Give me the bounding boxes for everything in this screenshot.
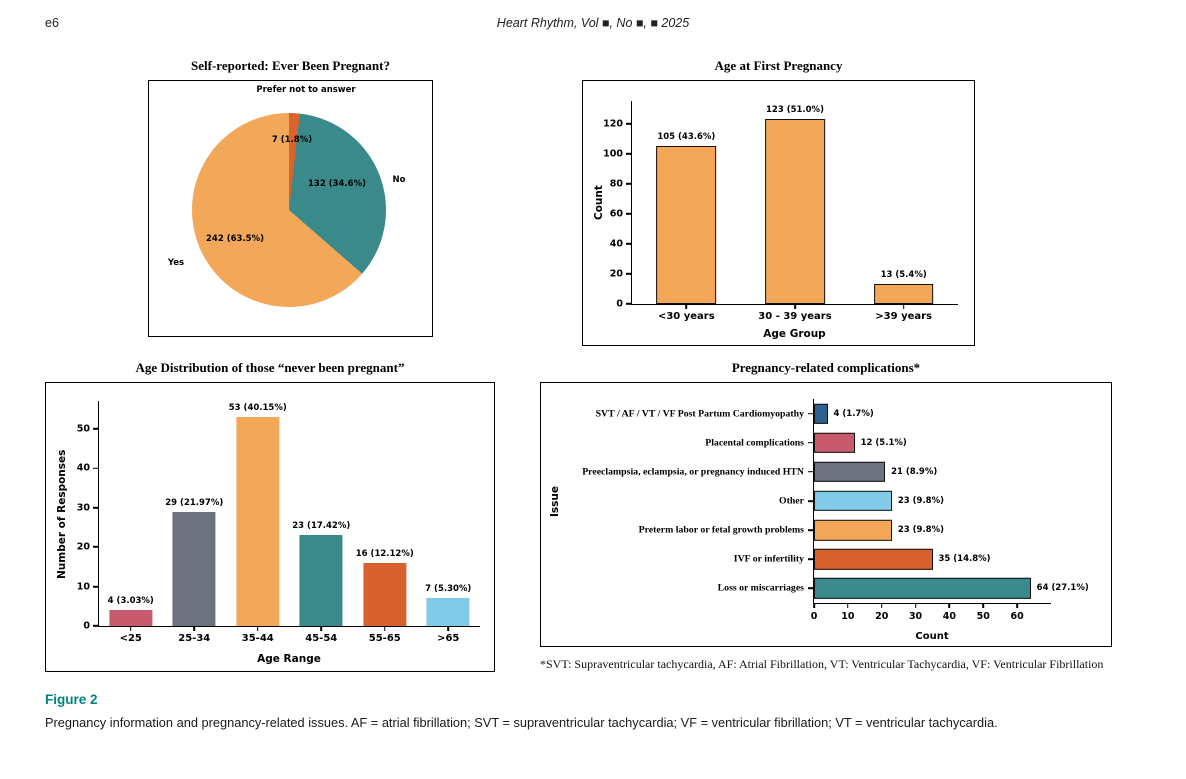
bar-value-label: 12 (5.1%) [860, 437, 907, 448]
bar-value-label: 23 (17.42%) [292, 521, 351, 532]
y-tick-label: 0 [83, 620, 90, 632]
x-tick-mark [686, 304, 688, 309]
x-tick-mark [257, 626, 259, 631]
x-tick-mark [813, 603, 815, 608]
chart-title: Pregnancy-related complications* [731, 360, 921, 375]
bar [814, 520, 892, 540]
x-axis-label: Count [915, 631, 949, 642]
chart-frame [148, 80, 433, 337]
bar-value-label: 13 (5.4%) [880, 270, 927, 281]
bar-category-label: Preterm labor or fetal growth problems [638, 524, 804, 536]
horizontal-bar-chart [541, 383, 1111, 646]
y-tick-label: 50 [76, 423, 90, 435]
x-category-label: >65 [437, 633, 460, 644]
panel-age-first-pregnancy [582, 58, 975, 346]
y-tick-label: 20 [609, 268, 623, 280]
chart-footnote: *SVT: Supraventricular tachycardia, AF: Atrial Fibrillation, VT: Ventricular Tachycardia, VF: Ventricular Fibrillation [540, 657, 1104, 671]
bar [363, 563, 406, 626]
bar-value-label: 7 (5.30%) [425, 584, 472, 595]
bar-value-label: 53 (40.15%) [228, 402, 287, 413]
x-tick-mark [881, 603, 883, 608]
bar-value-label: 123 (51.0%) [766, 105, 824, 116]
chart-frame [582, 80, 975, 346]
x-tick-label: 10 [841, 611, 855, 622]
figure-caption [45, 692, 1153, 731]
page-header [0, 16, 1186, 30]
journal-citation: Heart Rhythm, Vol ■, No ■, ■ 2025 [496, 16, 690, 30]
y-tick-label: 0 [616, 298, 623, 310]
bar-value-label: 29 (21.97%) [165, 497, 224, 508]
panel-age-distribution-never-pregnant [45, 360, 495, 672]
bar-row [638, 516, 1051, 545]
x-category-label: <30 years [657, 311, 715, 322]
x-tick-mark [130, 626, 132, 631]
x-tick-mark [794, 304, 796, 309]
bar [814, 491, 892, 511]
pie-value-no: 132 (34.6%) [308, 179, 366, 189]
x-category-label: 45-54 [305, 633, 338, 644]
bar [814, 549, 933, 569]
x-tick-mark [903, 304, 905, 309]
bar-slot [226, 401, 290, 644]
x-tick-mark [915, 603, 917, 608]
x-tick-mark [847, 603, 849, 608]
bar-category-label: Loss or miscarriages [717, 582, 804, 594]
figure-caption-text: Pregnancy information and pregnancy-related issues. AF = atrial fibrillation; SVT = supraventricular tachycardia; VF = ventricular fibrillation; VT = ventricular tachycardia. [45, 715, 998, 730]
y-tick-label: 120 [603, 118, 623, 130]
bar-row [582, 457, 1051, 486]
chart-title: Age at First Pregnancy [714, 58, 843, 73]
bar [814, 578, 1031, 598]
x-tick-mark [320, 626, 322, 631]
y-tick-label: 30 [76, 502, 90, 514]
x-tick-label: 30 [908, 611, 923, 622]
bar-value-label: 4 (3.03%) [107, 596, 154, 607]
chart-frame [45, 382, 495, 672]
bar-slot [163, 401, 227, 644]
y-tick-label: 40 [609, 238, 623, 250]
pie-value-yes: 242 (63.5%) [206, 234, 264, 244]
bar-row [595, 399, 1051, 428]
plot-area [582, 399, 1089, 622]
bar [427, 598, 470, 626]
bar-value-label: 21 (8.9%) [891, 466, 938, 477]
y-tick-label: 40 [76, 462, 90, 474]
bar-category-label: SVT / AF / VT / VF Post Partum Cardiomyopathy [595, 408, 804, 420]
bar [656, 146, 716, 304]
x-tick-label: 0 [810, 611, 818, 622]
bar [300, 535, 343, 626]
y-axis-label: Count [593, 185, 605, 221]
bar-slot [849, 101, 958, 322]
bar-slot [353, 401, 417, 644]
pie-value-prefer-not-to-answer: 7 (1.8%) [271, 135, 313, 145]
chart-title: Age Distribution of those “never been pregnant” [135, 360, 405, 375]
x-category-label: 35-44 [241, 633, 274, 644]
y-axis-label: Number of Responses [56, 449, 68, 579]
bar [814, 462, 885, 482]
chart-title: Self-reported: Ever Been Pregnant? [191, 58, 390, 73]
bar-slot [632, 101, 741, 322]
bar [814, 403, 828, 423]
bar-chart [583, 81, 974, 345]
bar-category-label: Preeclampsia, eclampsia, or pregnancy induced HTN [582, 466, 804, 478]
y-tick-label: 10 [76, 581, 90, 593]
x-tick-label: 50 [976, 611, 990, 622]
x-tick-mark [949, 603, 951, 608]
bar [109, 610, 152, 626]
plot-area [76, 401, 480, 644]
x-axis-label: Age Group [763, 328, 826, 340]
bar-category-label: IVF or infertility [733, 553, 804, 565]
y-axis-label: Issue [549, 486, 561, 518]
y-tick-label: 60 [609, 208, 623, 220]
bar-value-label: 23 (9.8%) [897, 495, 944, 506]
bar-slot [99, 401, 163, 644]
bar-row [717, 574, 1089, 603]
x-tick-mark [384, 626, 386, 631]
bar-value-label: 23 (9.8%) [897, 525, 944, 536]
panel-pregnancy-complications [540, 360, 1112, 672]
y-tick-label: 100 [603, 148, 623, 160]
bar-category-label: Other [778, 495, 804, 507]
bar-value-label: 64 (27.1%) [1036, 583, 1089, 594]
x-tick-label: 20 [875, 611, 889, 622]
pie-label-prefer-not-to-answer: Prefer not to answer [256, 85, 356, 95]
bar-row [705, 428, 1051, 457]
x-category-label: >39 years [875, 311, 933, 322]
bar-value-label: 35 (14.8%) [938, 554, 991, 565]
bar [236, 417, 279, 626]
plot-area [603, 101, 958, 322]
x-tick-mark [1016, 603, 1018, 608]
bar-row [778, 486, 1051, 515]
bar-slot [290, 401, 354, 644]
bar-slot [417, 401, 481, 644]
x-tick-label: 40 [942, 611, 957, 622]
panel-ever-pregnant-pie [148, 58, 433, 337]
x-tick-label: 60 [1010, 611, 1024, 622]
x-category-label: <25 [119, 633, 142, 644]
bar-chart [46, 383, 494, 671]
y-tick-label: 20 [76, 541, 90, 553]
bar [765, 119, 825, 304]
y-tick-label: 80 [609, 178, 623, 190]
bar [173, 512, 216, 626]
x-category-label: 30 - 39 years [758, 311, 832, 322]
x-tick-mark [447, 626, 449, 631]
x-tick-mark [193, 626, 195, 631]
x-category-label: 25-34 [178, 633, 211, 644]
pie-label-no: No [392, 175, 406, 185]
bar [814, 433, 855, 453]
bar-value-label: 16 (12.12%) [355, 548, 414, 559]
bar-value-label: 105 (43.6%) [657, 132, 716, 143]
chart-frame [540, 382, 1112, 647]
figure-label: Figure 2 [45, 692, 98, 707]
pie-label-yes: Yes [167, 258, 185, 268]
bar-row [733, 545, 1051, 574]
x-tick-mark [982, 603, 984, 608]
bar [874, 284, 934, 304]
x-axis-label: Age Range [257, 653, 321, 665]
page-number: e6 [45, 16, 59, 30]
bar-value-label: 4 (1.7%) [833, 408, 874, 419]
bar-category-label: Placental complications [705, 437, 804, 449]
bar-slot [741, 101, 850, 322]
x-category-label: 55-65 [368, 633, 401, 644]
